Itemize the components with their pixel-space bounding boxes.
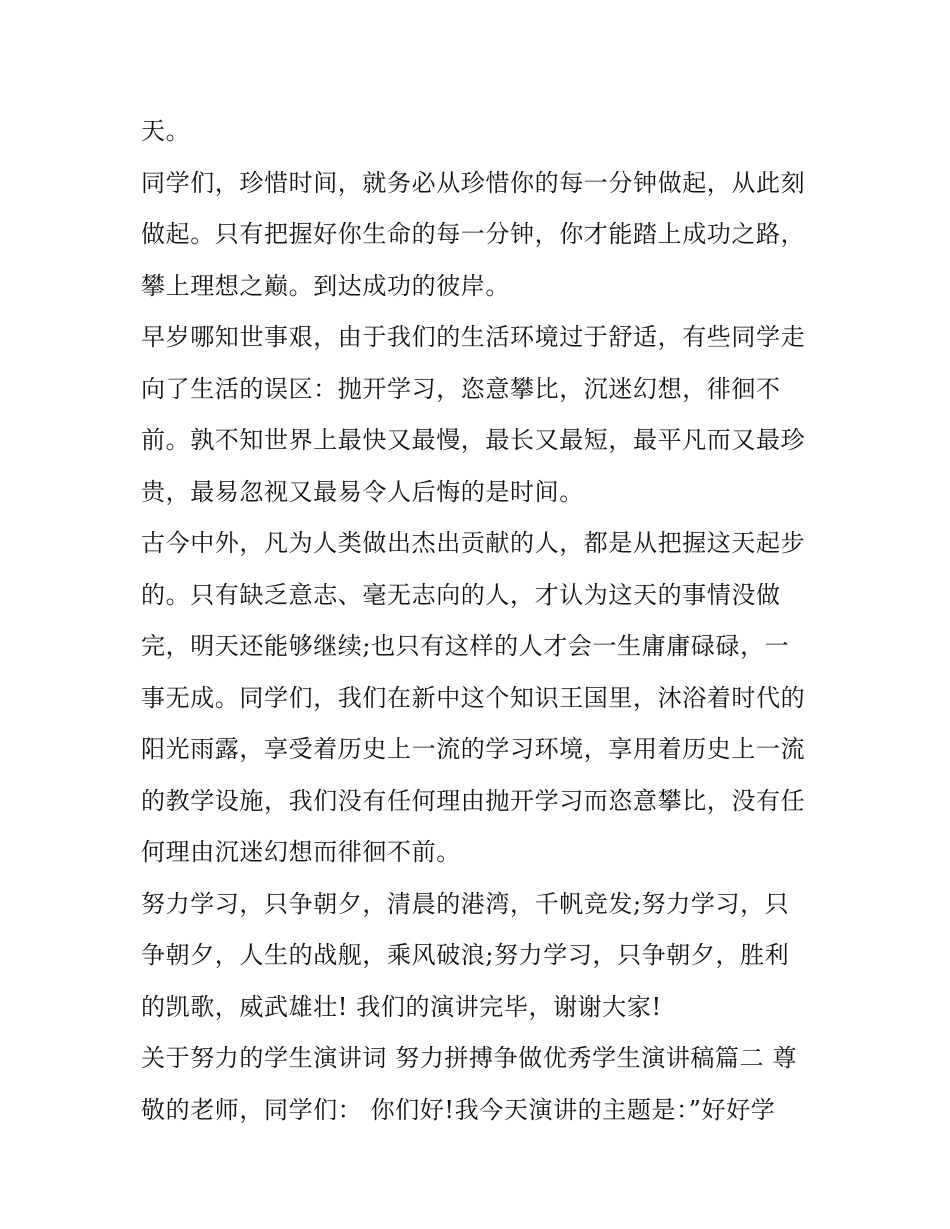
text-line: 关于努力的学生演讲词 努力拼搏争做优秀学生演讲稿篇二 尊 bbox=[141, 1044, 798, 1072]
document-body-text bbox=[141, 106, 821, 1136]
text-line: 同学们，珍惜时间，就务必从珍惜你的每一分钟做起，从此刻 bbox=[141, 168, 806, 197]
text-line: 天。 bbox=[141, 117, 191, 145]
text-line: 攀上理想之巅。到达成功的彼岸。 bbox=[141, 271, 510, 300]
text-line: 贵，最易忽视又最易令人后悔的是时间。 bbox=[141, 477, 584, 506]
text-line: 的。只有缺乏意志、毫无志向的人，才认为这天的事情没做 bbox=[141, 580, 781, 609]
text-line: 努力学习，只争朝夕，清晨的港湾，千帆竞发;努力学习，只 bbox=[141, 889, 790, 918]
text-line: 敬的老师，同学们： 你们好!我今天演讲的主题是：”好好学 bbox=[141, 1095, 776, 1124]
text-line: 事无成。同学们，我们在新中这个知识王国里，沐浴着时代的 bbox=[141, 683, 806, 712]
text-line: 向了生活的误区：抛开学习，恣意攀比，沉迷幻想，徘徊不 bbox=[141, 374, 781, 403]
text-line: 做起。只有把握好你生命的每一分钟，你才能踏上成功之路， bbox=[141, 220, 806, 248]
text-line: 前。孰不知世界上最快又最慢，最长又最短，最平凡而又最珍 bbox=[141, 426, 806, 454]
text-line: 早岁哪知世事艰，由于我们的生活环境过于舒适，有些同学走 bbox=[141, 323, 806, 351]
text-line: 的教学设施，我们没有任何理由抛开学习而恣意攀比，没有任 bbox=[141, 786, 806, 815]
text-line: 争朝夕，人生的战舰，乘风破浪;努力学习，只争朝夕，胜利 bbox=[141, 941, 790, 969]
text-line: 完，明天还能够继续;也只有这样的人才会一生庸庸碌碌，一 bbox=[141, 632, 790, 660]
text-line: 阳光雨露，享受着历史上一流的学习环境，享用着历史上一流 bbox=[141, 735, 806, 763]
text-line: 何理由沉迷幻想而徘徊不前。 bbox=[141, 838, 461, 866]
text-line: 古今中外，凡为人类做出杰出贡献的人，都是从把握这天起步 bbox=[141, 529, 806, 557]
text-line: 的凯歌，威武雄壮! 我们的演讲完毕，谢谢大家! bbox=[141, 992, 662, 1021]
